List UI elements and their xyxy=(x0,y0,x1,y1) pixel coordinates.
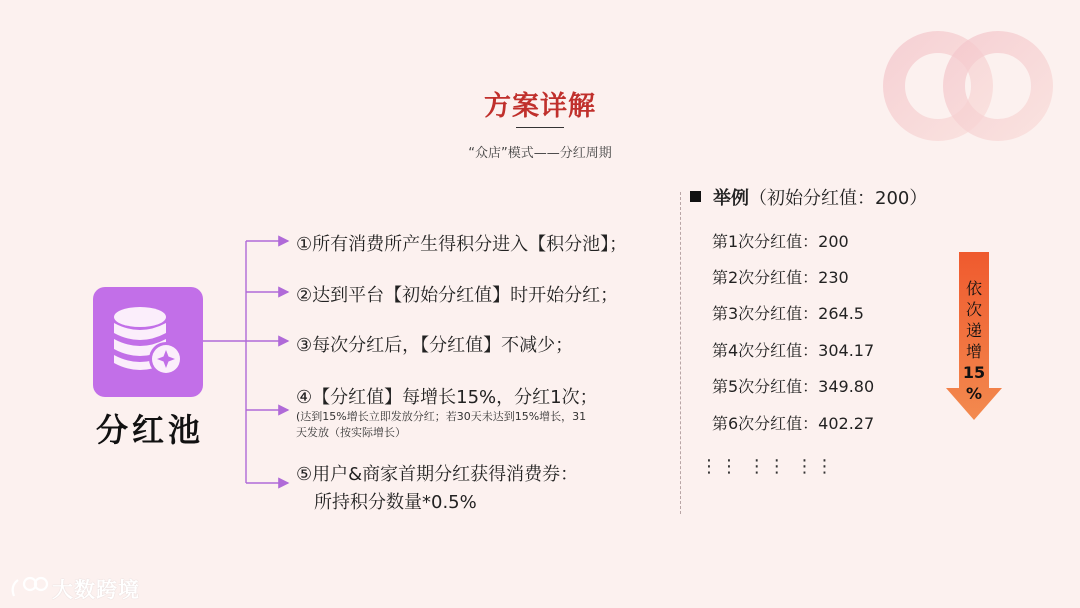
rule-item-5: ⑤用户&商家首期分红获得消费券： xyxy=(296,464,579,485)
arrow-label xyxy=(959,278,989,404)
example-row-2: 第2次分红值：230 xyxy=(712,268,849,287)
rule-item-4-note xyxy=(296,409,676,441)
rule-item-5-detail: 所持积分数量*0.5% xyxy=(314,492,477,513)
example-row-5: 第5次分红值：349.80 xyxy=(712,377,875,396)
arrow-char-1: 依 xyxy=(965,279,982,298)
example-row-4: 第4次分红值：304.17 xyxy=(712,341,875,360)
page-subtitle: “众店”模式——分红周期 xyxy=(468,146,612,161)
rule-item-4: ④【分红值】每增长15%，分红1次； xyxy=(296,387,598,408)
example-row-3: 第3次分红值：264.5 xyxy=(712,304,864,323)
rule-item-2: ②达到平台【初始分红值】时开始分红； xyxy=(296,285,619,306)
rule-item-4-note-line-2: 天发放（按实际增长） xyxy=(296,426,406,439)
rule-item-1: ①所有消费所产生得积分进入【积分池】； xyxy=(296,234,628,255)
example-row-6: 第6次分红值：402.27 xyxy=(712,414,875,433)
example-row-1: 第1次分红值：200 xyxy=(712,232,849,251)
dashed-divider xyxy=(680,192,681,514)
rule-item-3: ③每次分红后，【分红值】不减少； xyxy=(296,335,574,356)
example-heading-rest: （初始分红值：200） xyxy=(749,188,928,209)
arrow-percent-sign: % xyxy=(965,384,983,403)
page-title: 方案详解 xyxy=(484,91,596,122)
square-bullet-icon xyxy=(690,191,701,202)
arrow-percent-digits: 15 xyxy=(962,363,986,382)
arrow-char-2: 次 xyxy=(965,300,982,319)
rule-item-4-note-line-1: (达到15%增长立即发放分红；若30天未达到15%增长，31 xyxy=(296,410,587,423)
arrow-char-4: 增 xyxy=(965,342,982,361)
example-heading xyxy=(690,184,927,210)
coin-stack-icon xyxy=(110,303,186,381)
pool-label: 分红池 xyxy=(95,411,204,449)
title-divider xyxy=(516,127,564,128)
pool-icon-box xyxy=(93,287,203,397)
watermark-text: 大数跨境 xyxy=(52,578,140,602)
arrow-char-3: 递 xyxy=(965,321,982,340)
watermark-logo-icon xyxy=(8,574,52,602)
example-heading-bold: 举例 xyxy=(713,188,749,209)
continuation-dots: ⋮⋮ ⋮⋮ ⋮⋮ xyxy=(700,456,836,477)
